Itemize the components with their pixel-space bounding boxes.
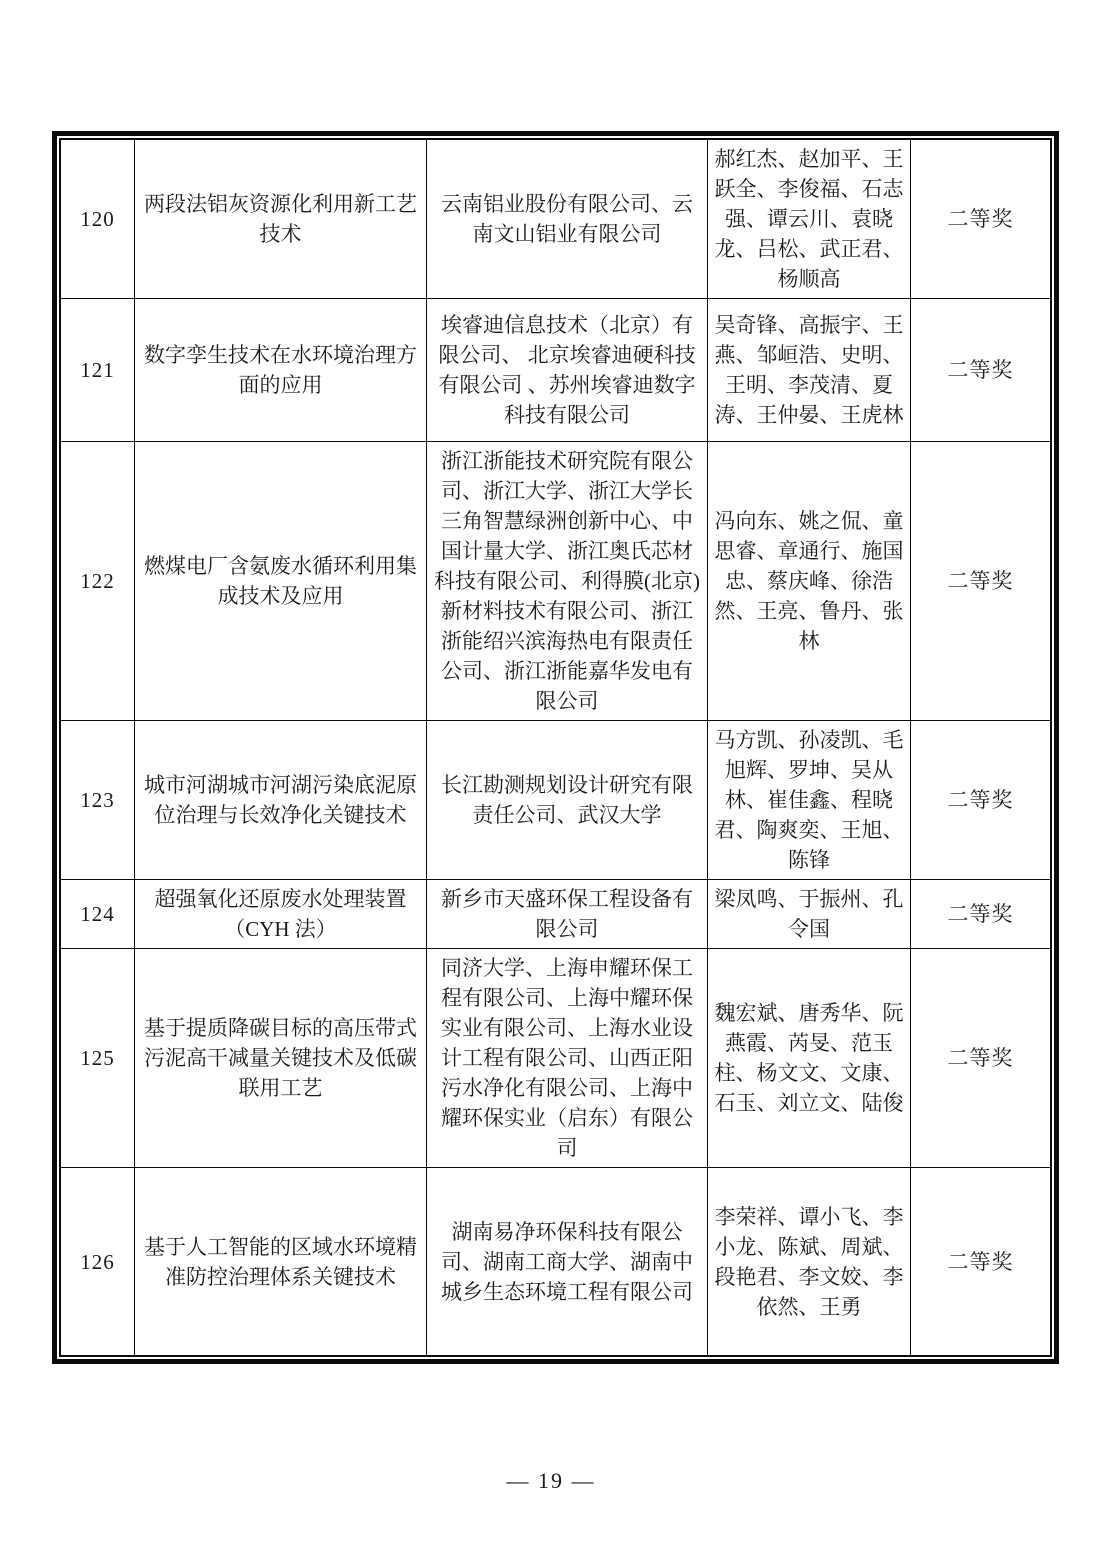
table-row — [61, 721, 1051, 880]
row-number-cell: 126 — [61, 1168, 135, 1356]
awards-table — [60, 139, 1051, 1356]
project-title-cell: 超强氧化还原废水处理装置（CYH 法） — [135, 880, 427, 949]
contributors-cell: 郝红杰、赵加平、王跃全、李俊福、石志强、谭云川、袁晓龙、吕松、武正君、杨顺高 — [708, 140, 911, 299]
award-level-cell: 二等奖 — [911, 442, 1051, 721]
project-title-cell: 城市河湖城市河湖污染底泥原位治理与长效净化关键技术 — [135, 721, 427, 880]
awards-table-inner-frame — [59, 138, 1052, 1357]
contributors-cell: 李荣祥、谭小飞、李小龙、陈斌、周斌、段艳君、李文姣、李依然、王勇 — [708, 1168, 911, 1356]
award-level-cell: 二等奖 — [911, 880, 1051, 949]
project-title-cell: 两段法铝灰资源化利用新工艺技术 — [135, 140, 427, 299]
page-number: — 19 — — [506, 1468, 596, 1493]
award-level-cell: 二等奖 — [911, 299, 1051, 442]
row-number-cell: 123 — [61, 721, 135, 880]
row-number-cell: 124 — [61, 880, 135, 949]
organizations-cell: 埃睿迪信息技术（北京）有限公司、 北京埃睿迪硬科技有限公司 、苏州埃睿迪数字科技有限公司 — [427, 299, 708, 442]
table-row — [61, 442, 1051, 721]
table-row — [61, 949, 1051, 1168]
table-row — [61, 1168, 1051, 1356]
award-level-cell: 二等奖 — [911, 140, 1051, 299]
row-number-cell: 121 — [61, 299, 135, 442]
organizations-cell: 云南铝业股份有限公司、云南文山铝业有限公司 — [427, 140, 708, 299]
project-title-cell: 基于人工智能的区域水环境精准防控治理体系关键技术 — [135, 1168, 427, 1356]
row-number-cell: 125 — [61, 949, 135, 1168]
organizations-cell: 浙江浙能技术研究院有限公司、浙江大学、浙江大学长三角智慧绿洲创新中心、中国计量大学、浙江奥氏芯材科技有限公司、利得膜(北京)新材料技术有限公司、浙江浙能绍兴滨海热电有限责任公司、浙江浙能嘉华发电有限公司 — [427, 442, 708, 721]
contributors-cell: 魏宏斌、唐秀华、阮燕霞、芮旻、范玉柱、杨文文、文康、石玉、刘立文、陆俊 — [708, 949, 911, 1168]
contributors-cell: 冯向东、姚之侃、童思睿、章通行、施国忠、蔡庆峰、徐浩然、王亮、鲁丹、张林 — [708, 442, 911, 721]
award-level-cell: 二等奖 — [911, 1168, 1051, 1356]
organizations-cell: 湖南易净环保科技有限公司、湖南工商大学、湖南中城乡生态环境工程有限公司 — [427, 1168, 708, 1356]
project-title-cell: 基于提质降碳目标的高压带式污泥高干减量关键技术及低碳联用工艺 — [135, 949, 427, 1168]
row-number-cell: 120 — [61, 140, 135, 299]
table-row — [61, 140, 1051, 299]
award-level-cell: 二等奖 — [911, 721, 1051, 880]
table-row — [61, 299, 1051, 442]
contributors-cell: 马方凯、孙凌凯、毛旭辉、罗坤、吴从林、崔佳鑫、程晓君、陶爽奕、王旭、陈锋 — [708, 721, 911, 880]
table-row — [61, 880, 1051, 949]
row-number-cell: 122 — [61, 442, 135, 721]
organizations-cell: 长江勘测规划设计研究有限责任公司、武汉大学 — [427, 721, 708, 880]
awards-table-body — [61, 140, 1051, 1356]
contributors-cell: 梁凤鸣、于振州、孔令国 — [708, 880, 911, 949]
awards-table-frame — [52, 131, 1059, 1364]
organizations-cell: 新乡市天盛环保工程设备有限公司 — [427, 880, 708, 949]
award-level-cell: 二等奖 — [911, 949, 1051, 1168]
project-title-cell: 数字孪生技术在水环境治理方面的应用 — [135, 299, 427, 442]
project-title-cell: 燃煤电厂含氨废水循环利用集成技术及应用 — [135, 442, 427, 721]
contributors-cell: 吴奇锋、高振宇、王燕、邹峘浩、史明、王明、李茂清、夏涛、王仲晏、王虎林 — [708, 299, 911, 442]
organizations-cell: 同济大学、上海申耀环保工程有限公司、上海中耀环保实业有限公司、上海水业设计工程有限公司、山西正阳污水净化有限公司、上海中耀环保实业（启东）有限公司 — [427, 949, 708, 1168]
